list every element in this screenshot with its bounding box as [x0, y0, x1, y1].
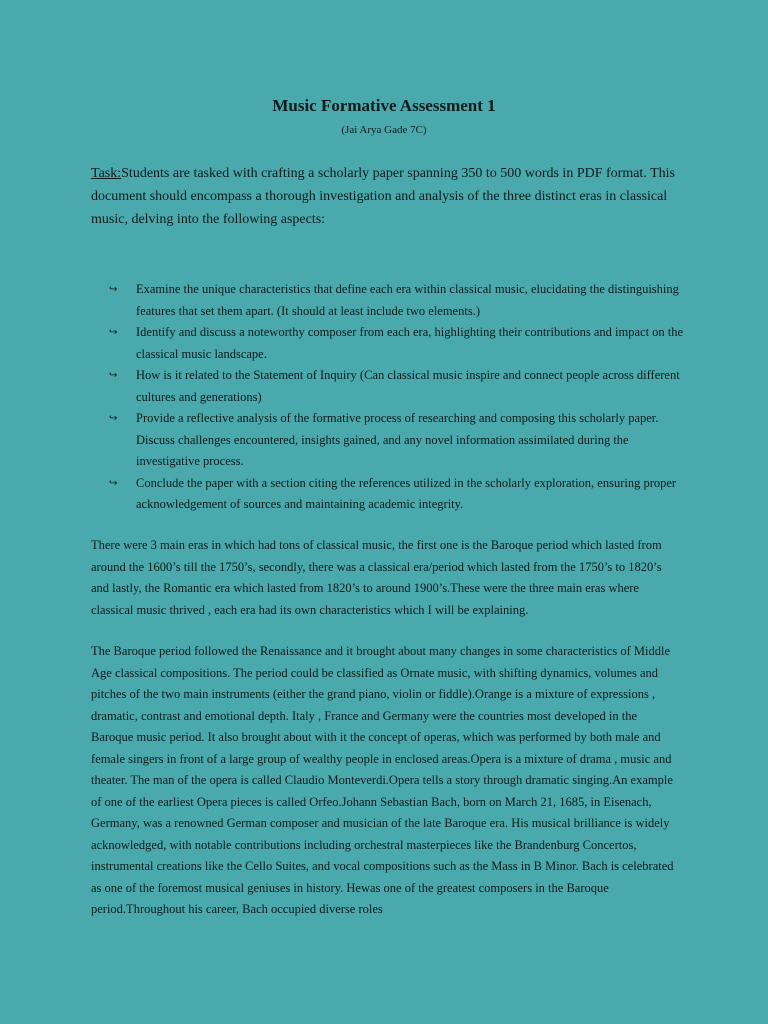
list-item-text: Provide a reflective analysis of the formative process of researching and composing this scholarly paper. Discuss challenges encountered, insights gained, and any novel information assimilated during the investigative process. — [136, 411, 659, 468]
list-item-text: Identify and discuss a noteworthy composer from each era, highlighting their contributions and impact on the classical music landscape. — [136, 325, 684, 361]
task-label: Task: — [91, 166, 122, 181]
baroque-paragraph: The Baroque period followed the Renaissance and it brought about many changes in some characteristics of Middle Age classical compositions. The period could be classified as Ornate music, with shifting dynamics, volumes and pitches of the two main instruments (either the grand piano, violin or fiddle).Orange is a mixture of expressions , dramatic, contrast and emotional depth. Italy , France and Germany were the countries most developed in the Baroque music period. It also brought about with it the concept of operas, which was performed by both male and female singers in front of a large group of wealthy people in enclosed areas.Opera is a mixture of drama , music and theater. The man of the opera is called Claudio Monteverdi.Opera tells a story through dramatic singing.An example of one of the earliest Opera pieces is called Orfeo.Johann Sebastian Bach, born on March 21, 1685, in Eisenach, Germany, was a renowned German composer and musician of the late Baroque era. His musical brilliance is widely acknowledged, with notable contributions including orchestral masterpieces like the Brandenburg Concertos, instrumental creations like the Cello Suites, and vocal compositions such as the Mass in B Minor. Bach is celebrated as one of the foremost musical geniuses in history. Hewas one of the greatest composers in the Baroque period.Throughout his career, Bach occupied diverse roles — [91, 644, 674, 916]
hooked-arrow-icon: ↪ — [109, 477, 118, 489]
hooked-arrow-icon: ↪ — [109, 413, 118, 424]
eras-intro-paragraph: There were 3 main eras in which had tons of classical music, the first one is the Baroque period which lasted from around the 1600’s till the 1750’s, secondly, there was a classical era/period which lasted from the 1750’s to 1820’s and lastly, the Romantic era which lasted from 1820’s to around 1900’s.These were the three main eras where classical music thrived , each era had its own characteristics which I will be explaining. — [91, 538, 662, 617]
hooked-arrow-icon: ↪ — [109, 284, 118, 295]
task-paragraph — [91, 162, 681, 231]
document-title: Music Formative Assessment 1 — [272, 96, 496, 115]
list-item — [109, 365, 689, 408]
aspects-list — [109, 279, 689, 516]
hooked-arrow-icon: ↪ — [109, 370, 118, 381]
list-item — [109, 408, 689, 473]
list-item — [109, 279, 689, 322]
list-item-text: Conclude the paper with a section citing the references utilized in the scholarly exploration, ensuring proper acknowledgement of sources and maintaining academic integrity. — [136, 475, 677, 511]
list-item-text: How is it related to the Statement of Inquiry (Can classical music inspire and connect people across different cultures and generations) — [136, 368, 680, 404]
document-subtitle: (Jai Arya Gade 7C) — [341, 124, 427, 136]
hooked-arrow-icon: ↪ — [109, 327, 118, 338]
list-item-text: Examine the unique characteristics that define each era within classical music, elucidating the distinguishing features that set them apart. (It should at least include two elements.) — [136, 282, 679, 318]
list-item — [109, 322, 689, 365]
list-item — [109, 473, 689, 516]
task-text: Students are tasked with crafting a scholarly paper spanning 350 to 500 words in PDF format. This document should encompass a thorough investigation and analysis of the three distinct eras in classical music, delving into the following aspects: — [91, 166, 675, 227]
